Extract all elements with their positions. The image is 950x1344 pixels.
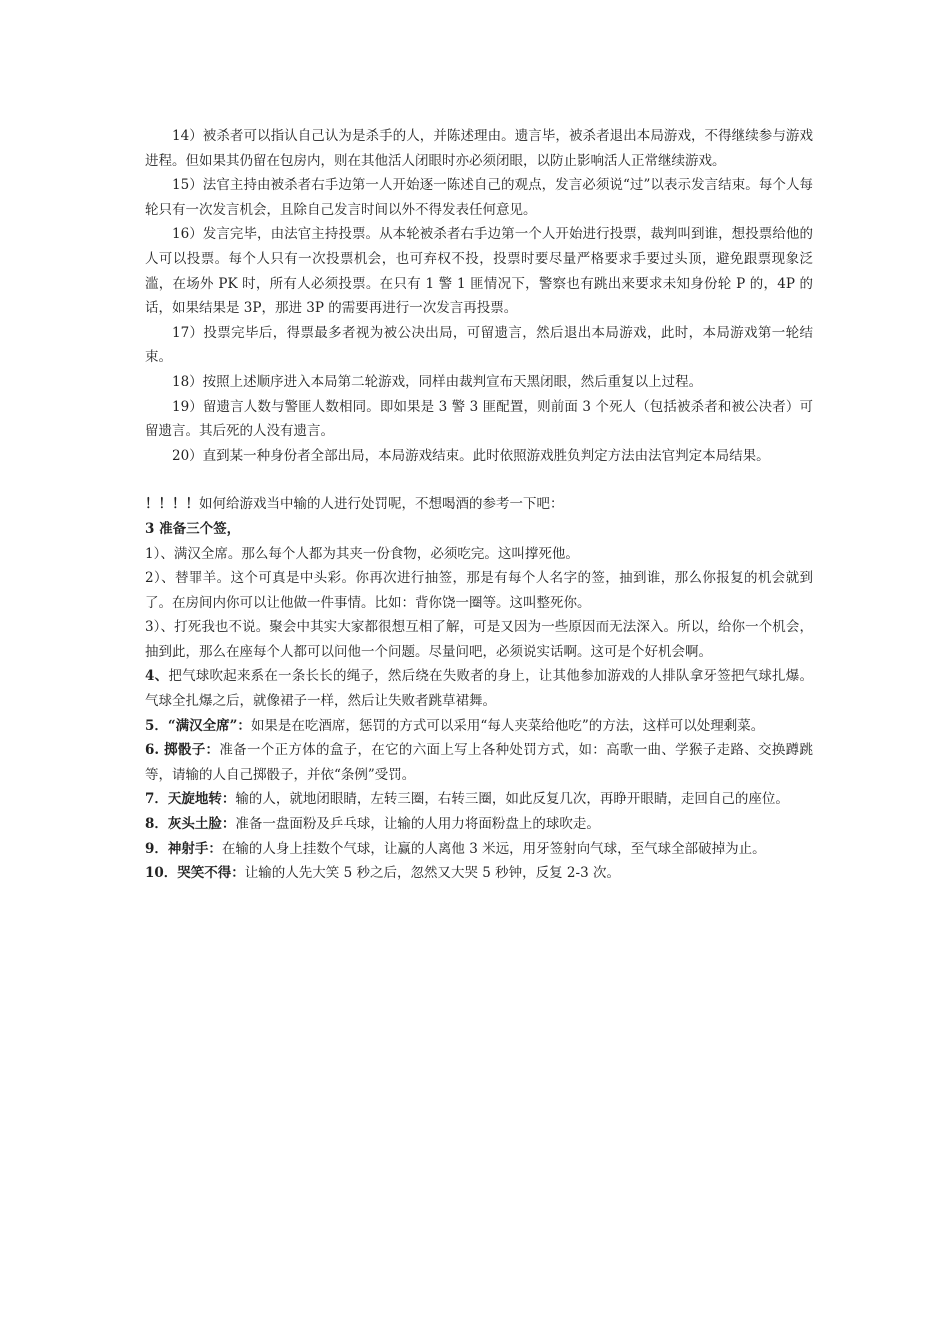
punish-item-7 [145,787,813,812]
punish-intro [145,492,813,517]
rule-14: 14）被杀者可以指认自己认为是杀手的人，并陈述理由。遗言毕，被杀者退出本局游戏，不得继续参与游戏进程。但如果其仍留在包房内，则在其他活人闭眼时亦必须闭眼，以防止影响活人正常继续游戏。 [145,128,813,169]
intro-text: 如何给游戏当中输的人进行处罚呢，不想喝酒的参考一下吧： [199,496,564,513]
item-6-text: 准备一个正方体的盒子，在它的六面上写上各种处罚方式，如：高歌一曲、学猴子走路、交换蹲跳等，请输的人自己掷骰子，并依“条例”受罚。 [145,742,813,783]
intro-mark: ！！！！ [145,496,199,513]
punish-item-8 [145,812,813,837]
rule-15: 15）法官主持由被杀者右手边第一人开始逐一陈述自己的观点，发言必须说“过”以表示发言结束。每个人每轮只有一次发言机会，且除自己发言时间以外不得发表任何意见。 [145,177,813,218]
item-5-label: 5．“满汉全席”： [145,717,251,734]
punish-item-10 [145,861,813,886]
item-8-text: 准备一盘面粉及乒乓球，让输的人用力将面粉盘上的球吹走。 [235,816,600,833]
sign-3: 3）、打死我也不说。聚会中其实大家都很想互相了解，可是又因为一些原因而无法深入。所以，给你一个机会，抽到此，那么在座每个人都可以问他一个问题。尽量问吧，必须说实话啊。这可是个好机会啊。 [145,619,813,660]
item-4-label: 4、 [145,668,169,685]
item-7-text: 输的人，就地闭眼睛，左转三圈，右转三圈，如此反复几次，再睁开眼睛，走回自己的座位。 [235,791,789,808]
item-9-label: 9．神射手： [145,840,222,857]
punish-item-9 [145,837,813,862]
item-8-label: 8．灰头土脸： [145,816,236,833]
item-5-text: 如果是在吃酒席，惩罚的方式可以采用“每人夹菜给他吃”的方法，这样可以处理剩菜。 [250,717,765,734]
punish-item-5 [145,714,813,739]
item-7-label: 7．天旋地转： [145,791,236,808]
punish-item-4 [145,664,813,713]
item-6-label: 6. 掷骰子： [145,742,220,759]
item-9-text: 在输的人身上挂数个气球，让赢的人离他 3 米远，用牙签射向气球，至气球全部破掉为止。 [221,840,766,857]
document-page [145,124,813,886]
rule-17: 17）投票完毕后，得票最多者视为被公决出局，可留遗言，然后退出本局游戏，此时，本局游戏第一轮结束。 [145,324,813,366]
punish-item-6 [145,738,813,787]
rule-16: 16）发言完毕，由法官主持投票。从本轮被杀者右手边第一个人开始进行投票，裁判叫到谁，想投票给他的人可以投票。每个人只有一次投票机会，也可弃权不投，投票时要尽量严格要求手要过头顶，避免跟票现象泛滥，在场外 PK 时，所有人必须投票。在只有 1 警 1 匪情况下，警察也有跳出来要求未知身份轮 P 的，4P 的话，如果结果是 3P，那进 3P 的需要再进行一次发言再投票。 [145,226,813,317]
paragraph-gap [145,468,813,492]
rule-18: 18）按照上述顺序进入本局第二轮游戏，同样由裁判宣布天黑闭眼，然后重复以上过程。 [172,373,703,390]
rule-20: 20）直到某一种身份者全部出局，本局游戏结束。此时依照游戏胜负判定方法由法官判定本局结果。 [172,447,770,464]
item-10-label: 10．哭笑不得： [145,865,245,882]
item-4-text: 把气球吹起来系在一条长长的绳子，然后绕在失败者的身上，让其他参加游戏的人排队拿牙签把气球扎爆。气球全扎爆之后，就像裙子一样，然后让失败者跳草裙舞。 [145,668,813,710]
punish-heading: 3 准备三个签， [145,520,241,537]
item-10-text: 让输的人先大笑 5 秒之后，忽然又大哭 5 秒钟，反复 2-3 次。 [244,865,620,882]
rule-19: 19）留遗言人数与警匪人数相同。即如果是 3 警 3 匪配置，则前面 3 个死人（包括被杀者和被公决者）可留遗言。其后死的人没有遗言。 [145,398,813,440]
sign-1: 1）、满汉全席。那么每个人都为其夹一份食物，必须吃完。这叫撑死他。 [145,545,579,562]
sign-2: 2）、替罪羊。这个可真是中头彩。你再次进行抽签，那是有每个人名字的签，抽到谁，那么你报复的机会就到了。在房间内你可以让他做一件事情。比如：背你饶一圈等。这叫整死你。 [145,570,813,611]
